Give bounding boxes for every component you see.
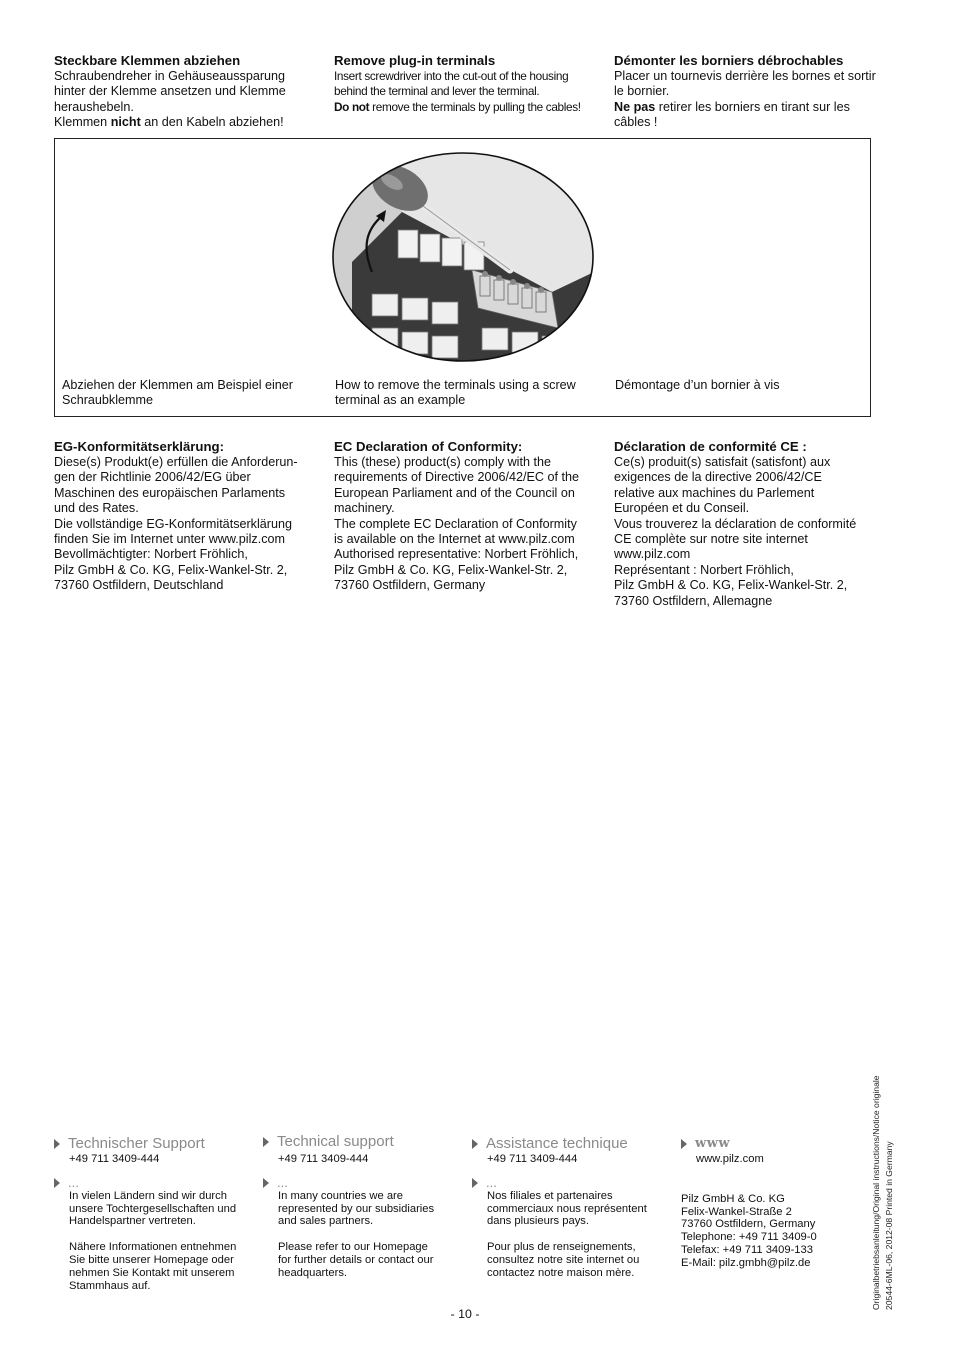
triangle-icon (54, 1139, 60, 1149)
website-link[interactable]: www.pilz.com (696, 1153, 764, 1165)
footer-de: Technischer Support +49 711 3409-444 ... In vielen Ländern sind wir durch unsere Tochtergesellschaften und Handelspartner vertreten. Nähere Informationen entnehmen Sie bitte unserer Homepage oder nehmen Sie Kontakt mit unserem Stammhaus auf. (54, 1135, 254, 1292)
conformity-fr-body: Ce(s) produit(s) satisfait (satisfont) aux exigences de la directive 2006/42/CE relative aux machines du Parlement Européen et du Conseil. Vous trouverez la déclaration de conformité CE complète sur notre site internet www.pilz.com Représentant : Norbert Fröhlich, Pilz GmbH & Co. KG, Felix-Wankel-Str. 2, 73760 Ostfildern, Allemagne (614, 455, 857, 608)
footer-de-heading: Technischer Support (68, 1135, 205, 1152)
conformity-de-body: Diese(s) Produkt(e) erfüllen die Anforderun- gen der Richtlinie 2006/42/EG über Maschinen des europäischen Parlaments und des Rates. Die vollständige EG-Konformitätserklärung finden Sie im Internet unter www.pilz.com Bevollmächtigter: Norbert Fröhlich, Pilz GmbH & Co. KG, Felix-Wankel-Str. 2, 73760 Ostfildern, Deutschland (54, 455, 298, 593)
conformity-de-title: EG-Konformitätserklärung: (54, 439, 224, 454)
triangle-icon (472, 1139, 478, 1149)
figure-caption-fr: Démontage d’un bornier à vis (615, 378, 780, 392)
footer-en-heading: Technical support (277, 1133, 394, 1150)
side-note: Originalbetriebsanleitung/Original instructions/Notice originale 20544-6ML-06, 2012-08 Printed in Germany (871, 1075, 894, 1310)
instruction-de-warning: Klemmen nicht an den Kabeln abziehen! (54, 115, 284, 130)
conformity-fr-title: Déclaration de conformité CE : (614, 439, 807, 454)
terminal-removal-illustration (332, 152, 594, 362)
instruction-fr-warning: Ne pas retirer les borniers en tirant sur les câbles ! (614, 99, 850, 130)
footer-fr-text: Nos filiales et partenaires commerciaux nous représentent dans plusieurs pays. Pour plus de renseignements, consultez notre site internet ou contactez notre maison mère. (487, 1189, 647, 1279)
conformity-en (334, 439, 596, 594)
conformity-en-title: EC Declaration of Conformity: (334, 439, 523, 454)
instruction-en-warning: Do not remove the terminals by pulling the cables! (334, 99, 581, 114)
instruction-en-text: Insert screwdriver into the cut-out of the housing behind the terminal and lever the terminal. (334, 69, 569, 99)
footer-fr: Assistance technique +49 711 3409-444 ... Nos filiales et partenaires commerciaux nous représentent dans plusieurs pays. Pour plus de renseignements, consultez notre site internet ou contactez notre maison mère. (472, 1135, 672, 1280)
figure-caption-de: Abziehen der Klemmen am Beispiel einer Schraubklemme (62, 378, 294, 408)
page-number: - 10 - (450, 1307, 480, 1321)
triangle-icon (472, 1178, 478, 1188)
instruction-en-title: Remove plug-in terminals (334, 53, 496, 68)
instruction-fr-title: Démonter les borniers débrochables (614, 53, 844, 68)
instruction-en (334, 53, 596, 115)
company-address: Pilz GmbH & Co. KG Felix-Wankel-Straße 2 73760 Ostfildern, Germany Telephone: +49 711 3409-0 Telefax: +49 711 3409-133 E-Mail: pilz.gmbh@pilz.de (681, 1192, 817, 1269)
footer-en-phone: +49 711 3409-444 (278, 1153, 369, 1165)
footer-en-text: In many countries we are represented by our subsidiaries and sales partners. Please refer to our Homepage for further details or contact our headquarters. (278, 1189, 435, 1279)
figure-box (54, 138, 871, 417)
instruction-fr (614, 53, 876, 131)
instruction-de (54, 53, 316, 131)
footer-de-phone: +49 711 3409-444 (69, 1153, 160, 1165)
conformity-de (54, 439, 316, 594)
triangle-icon (263, 1137, 269, 1147)
footer-fr-phone: +49 711 3409-444 (487, 1153, 578, 1165)
footer-en: Technical support +49 711 3409-444 ... In many countries we are represented by our subsidiaries and sales partners. Please refer to our Homepage for further details or contact our headquarters. (263, 1133, 463, 1280)
footer-de-text: In vielen Ländern sind wir durch unsere Tochtergesellschaften und Handelspartner vertreten. Nähere Informationen entnehmen Sie bitte unserer Homepage oder nehmen Sie Kontakt mit unserem Stammhaus auf. (69, 1189, 237, 1292)
instruction-de-text: Schraubendreher in Gehäuseaussparung hinter der Klemme ansetzen und Klemme heraushebeln. (54, 69, 286, 114)
instruction-de-title: Steckbare Klemmen abziehen (54, 53, 241, 68)
triangle-icon (54, 1178, 60, 1188)
conformity-en-body: This (these) product(s) comply with the requirements of Directive 2006/42/EC of the European Parliament and of the Council on machinery. The complete EC Declaration of Conformity is available on the Internet at www.pilz.com Authorised representative: Norbert Fröhlich, Pilz GmbH & Co. KG, Felix-Wankel-Str. 2, 73760 Ostfildern, Germany (334, 455, 580, 593)
conformity-fr (614, 439, 876, 609)
instruction-fr-text: Placer un tournevis derrière les bornes et sortir le bornier. (614, 69, 876, 99)
triangle-icon (681, 1139, 687, 1149)
www-label: www (695, 1136, 731, 1151)
figure-caption-en: How to remove the terminals using a screw terminal as an example (335, 378, 576, 408)
footer-www (681, 1135, 861, 1270)
footer-fr-heading: Assistance technique (486, 1135, 628, 1152)
triangle-icon (263, 1178, 269, 1188)
